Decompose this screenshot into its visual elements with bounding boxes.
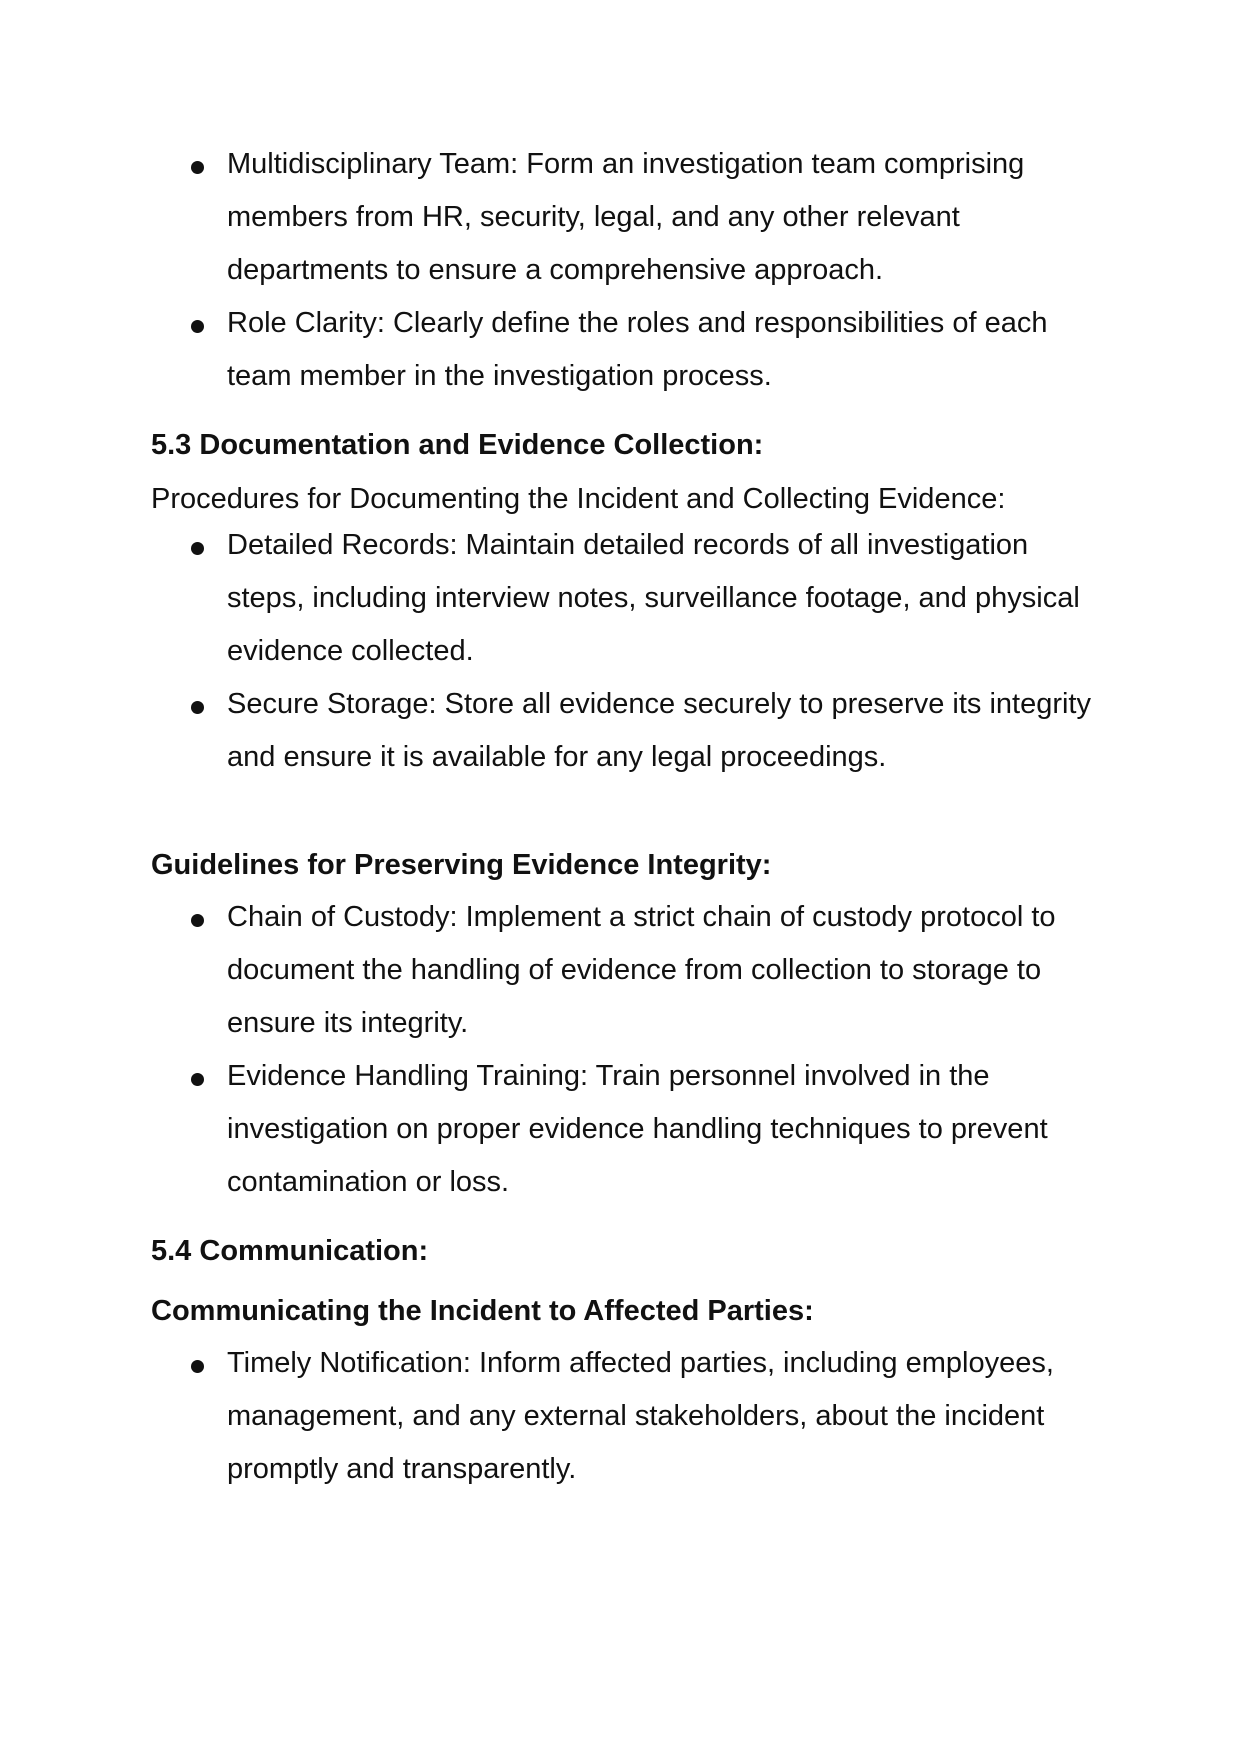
section-heading-integrity: Guidelines for Preserving Evidence Integrity: (151, 849, 772, 881)
bullet-icon (191, 320, 204, 333)
bullet-text: Multidisciplinary Team: Form an investigation team comprising members from HR, security, legal, and any other relevant departments to ensure a comprehensive approach. (227, 148, 1025, 286)
list-item (151, 138, 1101, 297)
list-item (151, 891, 1101, 1050)
bullet-icon (191, 1360, 204, 1373)
bullet-text: Detailed Records: Maintain detailed records of all investigation steps, including interview notes, surveillance footage, and physical evidence collected. (227, 529, 1080, 667)
bullet-text: Role Clarity: Clearly define the roles and responsibilities of each team member in the investigation process. (227, 307, 1048, 392)
subheading-affected-parties: Communicating the Incident to Affected Parties: (151, 1295, 814, 1327)
intro-paragraph: Procedures for Documenting the Incident and Collecting Evidence: (151, 483, 1006, 515)
list-item (151, 1050, 1101, 1209)
bullet-icon (191, 542, 204, 555)
list-item (151, 519, 1101, 678)
document-page (151, 138, 1101, 1496)
bullet-text: Secure Storage: Store all evidence securely to preserve its integrity and ensure it is available for any legal proceedings. (227, 688, 1091, 773)
section-heading-documentation: 5.3 Documentation and Evidence Collection: (151, 429, 764, 461)
bullet-list-integrity (151, 891, 1101, 1209)
list-item (151, 678, 1101, 784)
bullet-text: Chain of Custody: Implement a strict chain of custody protocol to document the handling of evidence from collection to storage to ensure its integrity. (227, 901, 1056, 1039)
bullet-icon (191, 701, 204, 714)
bullet-text: Timely Notification: Inform affected parties, including employees, management, and any external stakeholders, about the incident promptly and transparently. (227, 1347, 1054, 1485)
bullet-list-communication (151, 1337, 1101, 1496)
list-item (151, 297, 1101, 403)
bullet-icon (191, 1073, 204, 1086)
bullet-text: Evidence Handling Training: Train personnel involved in the investigation on proper evidence handling techniques to prevent contamination or loss. (227, 1060, 1048, 1198)
section-heading-communication: 5.4 Communication: (151, 1235, 429, 1267)
list-item (151, 1337, 1101, 1496)
bullet-list-documentation (151, 519, 1101, 784)
bullet-icon (191, 914, 204, 927)
bullet-list-team (151, 138, 1101, 403)
bullet-icon (191, 161, 204, 174)
